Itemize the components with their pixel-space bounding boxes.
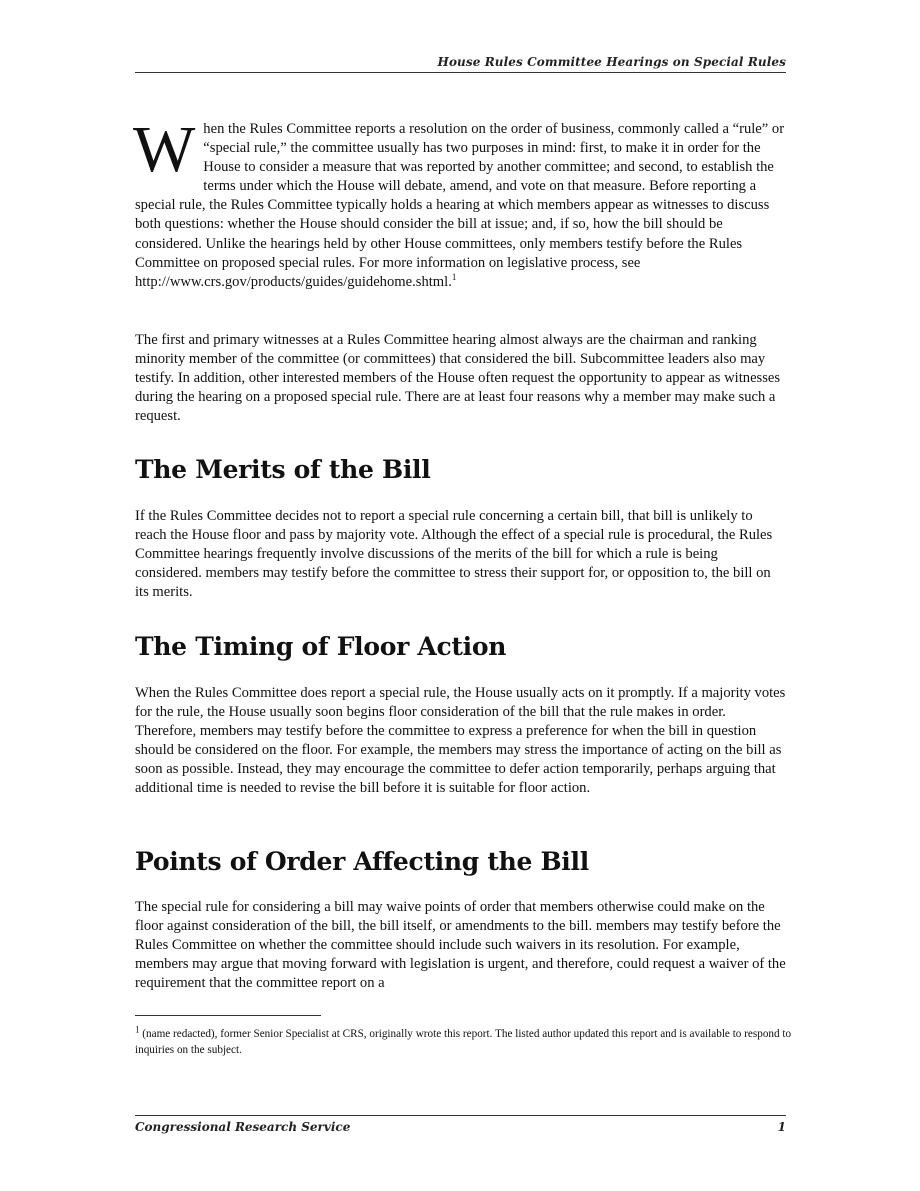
drop-cap: W xyxy=(133,113,196,186)
running-header: House Rules Committee Hearings on Special Rules xyxy=(437,55,786,69)
section-body: If the Rules Committee decides not to report a special rule concerning a certain bill, that bill is unlikely to reach the House floor and pass by majority vote. Although the effect of a special rule is procedural, the Rules Committee hearings frequently involve discussions of the merits of the bill for which a rule is being considered. members may testify before the committee to stress their support for, or opposition to, the bill on its merits. xyxy=(135,508,773,601)
intro-text: hen the Rules Committee reports a resolution on the order of business, commonly called a “rule” or “special rule,” the committee usually has two purposes in mind: first, to make it in order for the House to consider a measure that was reported by another committee; and second, to establish the terms under which the House will debate, amend, and vote on that measure. Before reporting a special rule, the Rules Committee typically holds a hearing at which members appear as witnesses to discuss both questions: whether the House should consider the bill at issue; and, if so, how the bill should be considered. Unlike the hearings held by other House committees, only members testify before the Rules Committee on proposed special rules. For more information on legislative process, see http://www.crs.gov/products/guides/guidehome.shtml. xyxy=(135,121,785,290)
footer-publisher: Congressional Research Service xyxy=(135,1120,351,1134)
section-body: When the Rules Committee does report a special rule, the House usually acts on it promptly. If a majority votes for the rule, the House usually soon begins floor consideration of the bill that the rule makes in order. Therefore, members may testify before the committee to express a preference for when the bill in question should be considered on the floor. For example, the members may stress the importance of acting on the bill as soon as possible. Instead, they may encourage the committee to defer action temporarily, perhaps arguing that additional time is needed to revise the bill before it is suitable for floor action. xyxy=(135,685,786,797)
footnote-text: (name redacted), former Senior Specialist at CRS, originally wrote this report. The listed author updated this report and is available to respond to inquiries on the subject. xyxy=(135,1028,792,1056)
section-heading: The Merits of the Bill xyxy=(135,455,431,484)
section-heading: Points of Order Affecting the Bill xyxy=(135,847,589,876)
footer-rule xyxy=(135,1115,786,1116)
footnote-reference[interactable]: 1 xyxy=(451,271,457,282)
footnote-number: 1 xyxy=(135,1024,140,1035)
footnote-rule xyxy=(135,1015,321,1016)
section-heading: The Timing of Floor Action xyxy=(135,632,507,661)
section-body: The special rule for considering a bill may waive points of order that members otherwise could make on the floor against consideration of the bill, the bill itself, or amendments to the bill. members may testify before the Rules Committee on whether the committee should include such waivers in its resolution. For example, members may argue that moving forward with legislation is urgent, and therefore, could request a waiver of the requirement that the committee report on a xyxy=(135,899,786,992)
intro-paragraph xyxy=(133,113,786,292)
page-number: 1 xyxy=(777,1120,786,1134)
witness-paragraph: The first and primary witnesses at a Rules Committee hearing almost always are the chairman and ranking minority member of the committee (or committees) that considered the bill. Subcommittee leaders also may testify. In addition, other interested members of the House often request the opportunity to appear as witnesses during the hearing on a proposed special rule. There are at least four reasons why a member may make such a request. xyxy=(135,332,781,425)
header-rule xyxy=(135,72,786,73)
intro-section xyxy=(133,113,786,292)
footnote xyxy=(135,1024,795,1058)
